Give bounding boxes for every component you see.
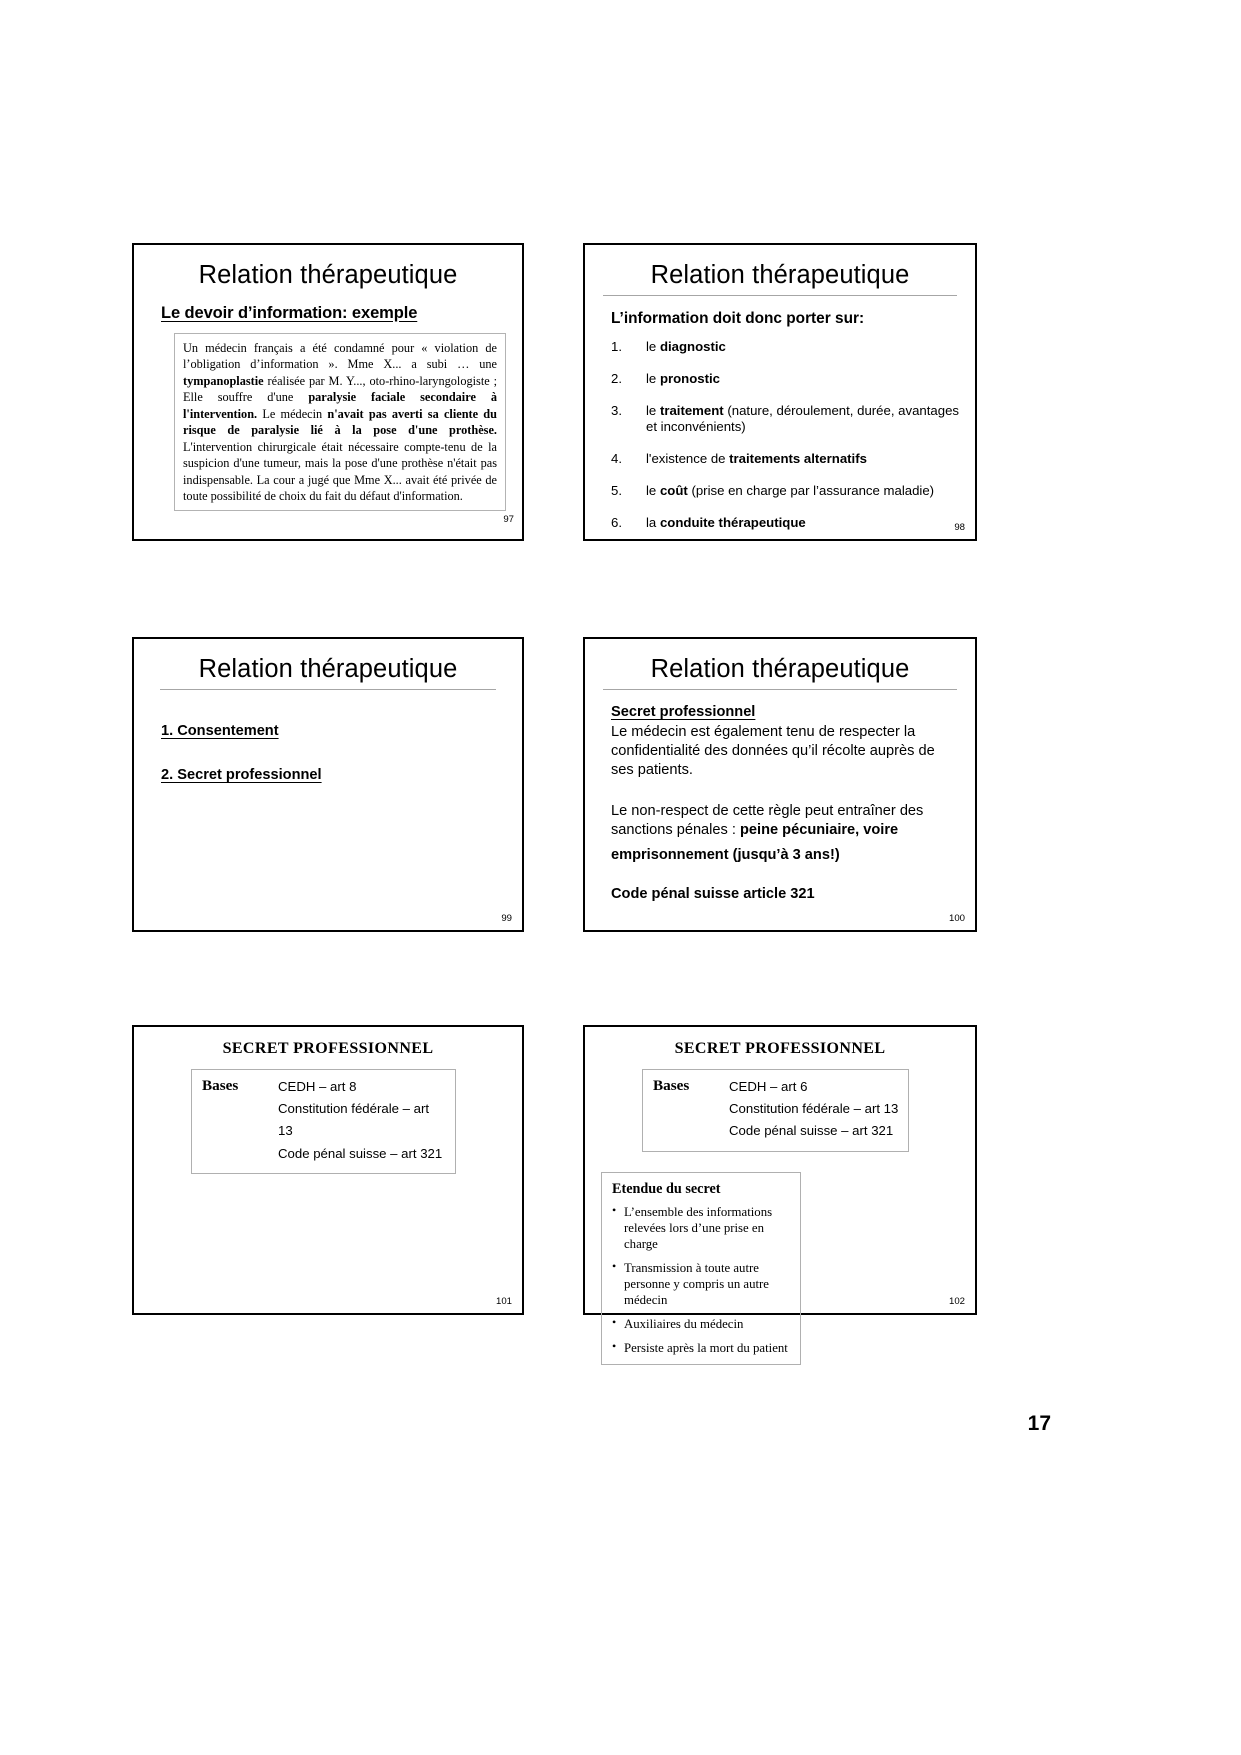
list-item xyxy=(611,339,961,355)
slide-99 xyxy=(132,637,524,932)
slide-102-bases-box xyxy=(642,1069,909,1152)
list-item xyxy=(611,371,961,387)
slide-99-item-secret-professionnel: 2. Secret professionnel xyxy=(161,766,322,783)
slide-100-body xyxy=(611,703,949,905)
slide-100-title: Relation thérapeutique xyxy=(650,655,910,683)
slide-101-bases-list xyxy=(278,1076,447,1165)
list-item-label: le traitement (nature, déroulement, durée, avantages et inconvénients) xyxy=(646,402,960,434)
slide-99-item-2-row xyxy=(134,766,522,784)
slide-101 xyxy=(132,1025,524,1315)
list-item-number: 1. xyxy=(611,338,622,354)
slide-99-item-1-row xyxy=(134,722,522,740)
slide-98-item-list xyxy=(585,339,975,532)
slide-97 xyxy=(132,243,524,541)
list-item-number: 6. xyxy=(611,515,622,531)
slide-101-title: SECRET PROFESSIONNEL xyxy=(222,1040,434,1057)
slide-102 xyxy=(583,1025,977,1356)
slide-100-paragraph-2-emphasis: emprisonnement (jusqu’à 3 ans!) xyxy=(611,847,840,864)
bases-list-item: Code pénal suisse – art 321 xyxy=(729,1123,894,1139)
slide-100-heading-row xyxy=(611,703,949,724)
list-item-number: 2. xyxy=(611,370,622,386)
list-item-label: le diagnostic xyxy=(646,338,726,354)
list-item: • Auxiliaires du médecin xyxy=(612,1316,792,1332)
list-item-label: le coût (prise en charge par l’assurance maladie) xyxy=(646,483,935,499)
list-item-label: le pronostic xyxy=(646,370,721,386)
slide-102-etendue-box xyxy=(601,1172,801,1366)
slide-100-heading: Secret professionnel xyxy=(611,703,756,720)
list-item xyxy=(611,451,961,467)
list-item-number: 5. xyxy=(611,483,622,499)
paragraph-spacer xyxy=(611,780,949,802)
slide-98-lead: L’information doit donc porter sur: xyxy=(611,309,865,327)
slide-102-etendue-list xyxy=(612,1204,792,1357)
slide-100-title-rule xyxy=(603,689,957,690)
slide-98-number: 98 xyxy=(954,522,965,533)
list-item: • L’ensemble des informations relevées lors d’une prise en charge xyxy=(612,1204,792,1252)
slide-100-number: 100 xyxy=(948,913,965,924)
slide-99-title: Relation thérapeutique xyxy=(198,655,458,683)
slide-99-number: 99 xyxy=(501,913,512,924)
slide-97-case-text: Un médecin français a été condamné pour « violation de l’obligation d’information ». Mme X... a subi … une tympanoplastie réalisée par M. Y..., oto-rhino-laryngologiste ; Elle souffre d'une paralysie faciale secondaire à l'intervention. Le médecin n'avait pas averti sa cliente du risque de paralysie lié à la pose d'une prothèse. L'intervention chirurgicale était nécessaire compte-tenu de la suspicion d'une tumeur, mais la pose d'une prothèse n'était pas indispensable. La cour a jugé que Mme X... avait été privée de toute possibilité de choix du fait du défaut d'information. xyxy=(174,333,506,511)
slide-100-paragraph-1: Le médecin est également tenu de respecter la confidentialité des données qu’il récolte auprès de ses patients. xyxy=(611,724,935,778)
slide-102-number: 102 xyxy=(948,1296,965,1307)
slide-99-title-rule xyxy=(160,689,496,690)
list-item-label: l'existence de traitements alternatifs xyxy=(646,450,867,466)
slide-97-subtitle: Le devoir d’information: exemple xyxy=(161,303,418,322)
list-item xyxy=(611,483,961,499)
slide-98-title: Relation thérapeutique xyxy=(650,261,910,289)
slide-98 xyxy=(583,243,977,541)
slide-102-etendue-title: Etendue du secret xyxy=(612,1180,721,1197)
page-number: 17 xyxy=(1027,1412,1051,1435)
slide-102-title: SECRET PROFESSIONNEL xyxy=(674,1040,886,1057)
list-item-number: 3. xyxy=(611,402,622,418)
bases-list-item: Code pénal suisse – art 321 xyxy=(278,1145,443,1161)
list-item-number: 4. xyxy=(611,450,622,466)
bases-list-item: Constitution fédérale – art 13 xyxy=(729,1101,899,1117)
list-item-label: la conduite thérapeutique xyxy=(646,515,806,531)
slide-100-paragraph-2: Le non-respect de cette règle peut entraîner des sanctions pénales : peine pécuniaire, voire xyxy=(611,802,924,838)
list-item: • Persiste après la mort du patient xyxy=(612,1340,792,1356)
list-item xyxy=(611,515,961,531)
slide-97-number: 97 xyxy=(503,514,514,525)
bases-list-item: CEDH – art 6 xyxy=(729,1079,808,1094)
slide-101-bases-label: Bases xyxy=(202,1077,239,1094)
bases-list-item: CEDH – art 8 xyxy=(278,1079,357,1094)
list-item: • Transmission à toute autre personne y compris un autre médecin xyxy=(612,1260,792,1308)
slide-101-bases-box xyxy=(191,1069,456,1174)
slide-101-number: 101 xyxy=(495,1296,512,1307)
slide-97-title: Relation thérapeutique xyxy=(198,261,458,289)
bases-list-item: Constitution fédérale – art 13 xyxy=(278,1101,430,1139)
slide-102-bases-label: Bases xyxy=(653,1077,690,1094)
slide-102-bases-list xyxy=(729,1076,900,1143)
slide-100-code-line: Code pénal suisse article 321 xyxy=(611,886,815,903)
list-item xyxy=(611,403,961,435)
slide-98-title-rule xyxy=(603,295,957,296)
slide-99-item-consentement: 1. Consentement xyxy=(161,722,279,739)
slide-100 xyxy=(583,637,977,932)
